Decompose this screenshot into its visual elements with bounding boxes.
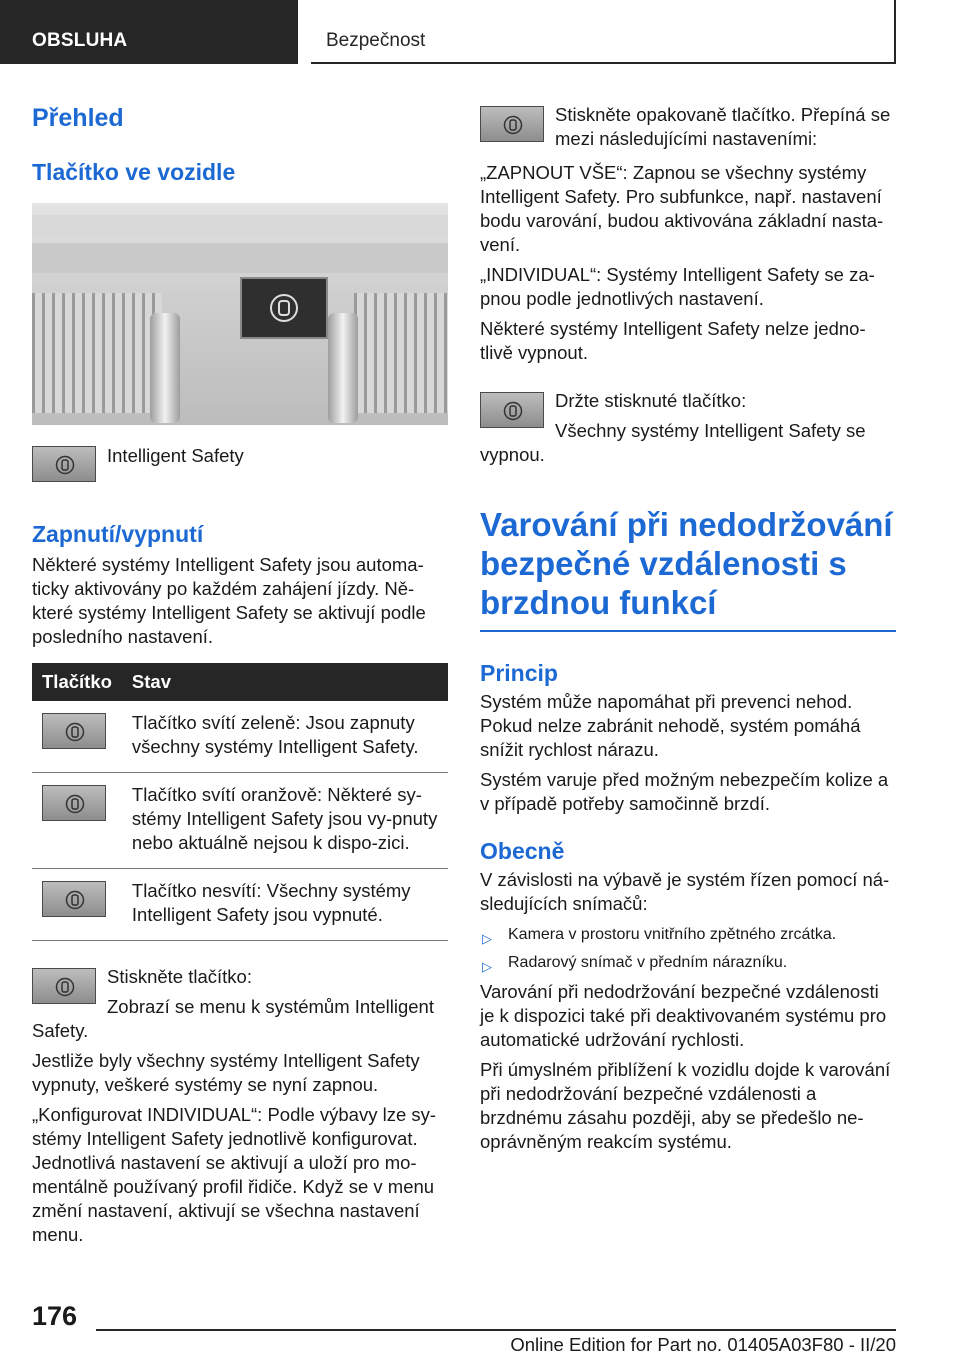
principle-paragraph-2: Systém varuje před možným nebezpečím kolize a v případě potřeby samočinně brzdí. — [480, 769, 889, 814]
onoff-title: Zapnutí/vypnutí — [32, 521, 204, 547]
intelligent-safety-icon — [480, 106, 544, 142]
principle-title: Princip — [480, 660, 558, 686]
general-paragraph-3: Při úmyslném přiblížení k vozidlu dojde k varování při nedodržování bezpečné vzdálenosti a brzdnému zásahu později, aby se předešlo ne-oprávněným reakcím systému. — [480, 1059, 891, 1152]
table-header-status: Stav — [122, 663, 448, 701]
overview-title: Přehled — [32, 104, 124, 132]
dashboard-photo — [32, 203, 448, 425]
general-title: Obecně — [480, 838, 565, 864]
list-item: ▷ Kamera v prostoru vnitřního zpětného zrcátka. — [482, 926, 837, 946]
edition-text: Online Edition for Part no. 01405A03F80 - II/20 — [510, 1334, 896, 1355]
intelligent-safety-icon — [32, 968, 96, 1004]
press-line1: Stiskněte tlačítko: — [107, 966, 252, 987]
principle-paragraph-1: Systém může napomáhat při prevenci nehod. Pokud nelze zabránit nehodě, systém pomáhá snížit rychlost nárazu. — [480, 691, 861, 760]
list-item: ▷ Radarový snímač v předním nárazníku. — [482, 954, 788, 974]
intelligent-safety-icon — [42, 785, 106, 821]
configure-individual-paragraph: „Konfigurovat INDIVIDUAL“: Podle výbavy lze sy-stémy Intelligent Safety jednotlivě konfigurovat. Jednotlivá nastavení se aktivují a uloží pro mo-mentálně používaný profil řidiče. Když se v menu změní nastavení, aktivují se všechna nastavení menu. — [32, 1104, 437, 1245]
repeat-text: Stiskněte opakovaně tlačítko. Přepíná se mezi následujícími nastaveními: — [555, 104, 891, 149]
left-column — [32, 96, 448, 1247]
hold-line2: Všechny systémy Intelligent Safety se vypnou. — [480, 420, 866, 465]
triangle-right-icon: ▷ — [482, 931, 492, 946]
title-divider — [480, 630, 896, 632]
general-paragraph-1: V závislosti na výbavě je systém řízen pomocí ná-sledujících snímačů: — [480, 869, 890, 914]
page-number: 176 — [32, 1301, 78, 1331]
repeat-press-instruction — [480, 103, 896, 151]
footer-rule — [96, 1329, 896, 1331]
table-row — [32, 869, 448, 941]
table-header-button: Tlačítko — [32, 663, 122, 701]
intelligent-safety-icon — [269, 293, 299, 323]
button-legend — [32, 443, 448, 493]
press-line2: Zobrazí se menu k systémům Intelligent Safety. — [32, 996, 434, 1041]
hold-line1: Držte stisknuté tlačítko: — [555, 390, 747, 411]
page-header — [0, 0, 960, 66]
triangle-right-icon: ▷ — [482, 959, 492, 974]
press-button-instruction — [32, 965, 448, 1043]
chapter-label: Bezpečnost — [311, 0, 896, 64]
general-paragraph-2: Varování při nedodržování bezpečné vzdálenosti je k dispozici také při deaktivovaném systému pro automatické udržování rychlosti. — [480, 981, 887, 1050]
intelligent-safety-icon — [480, 392, 544, 428]
all-off-paragraph: Jestliže byly všechny systémy Intelligent Safety vypnuty, veškeré systémy se nyní zapnou. — [32, 1050, 420, 1095]
distance-warning-title: Varování při nedodržování bezpečné vzdálenosti s brzdnou funkcí — [480, 506, 893, 621]
intelligent-safety-icon — [32, 446, 96, 482]
table-cell: Tlačítko svítí oranžově: Některé sy-stémy Intelligent Safety jsou vy-pnuty nebo aktuálně nejsou k dispo-zici. — [122, 773, 448, 869]
cannot-switch-off-paragraph: Některé systémy Intelligent Safety nelze jedno-tlivě vypnout. — [480, 318, 866, 363]
table-cell: Tlačítko svítí zeleně: Jsou zapnuty všechny systémy Intelligent Safety. — [122, 701, 448, 773]
table-row — [32, 701, 448, 773]
intelligent-safety-button-photo — [240, 277, 328, 339]
section-label: OBSLUHA — [0, 0, 298, 64]
button-in-vehicle-title: Tlačítko ve vozidle — [32, 159, 236, 185]
intelligent-safety-icon — [42, 713, 106, 749]
individual-paragraph: „INDIVIDUAL“: Systémy Intelligent Safety se za-pnou podle jednotlivých nastavení. — [480, 264, 875, 309]
intelligent-safety-icon — [42, 881, 106, 917]
right-column — [480, 96, 896, 1154]
button-caption: Intelligent Safety — [107, 445, 244, 466]
onoff-text: Některé systémy Intelligent Safety jsou automa-ticky aktivovány po každém zahájení jízdy. Ně-které systémy Intelligent Safety se aktivují podle posledního nastavení. — [32, 554, 426, 647]
status-table — [32, 663, 448, 941]
table-row — [32, 773, 448, 869]
table-cell: Tlačítko nesvítí: Všechny systémy Intelligent Safety jsou vypnuté. — [122, 869, 448, 941]
switch-on-all-paragraph: „ZAPNOUT VŠE“: Zapnou se všechny systémy Intelligent Safety. Pro subfunkce, např. nastavení bodu varování, budou aktivována základní nasta-vení. — [480, 162, 884, 255]
hold-button-instruction — [480, 389, 896, 467]
